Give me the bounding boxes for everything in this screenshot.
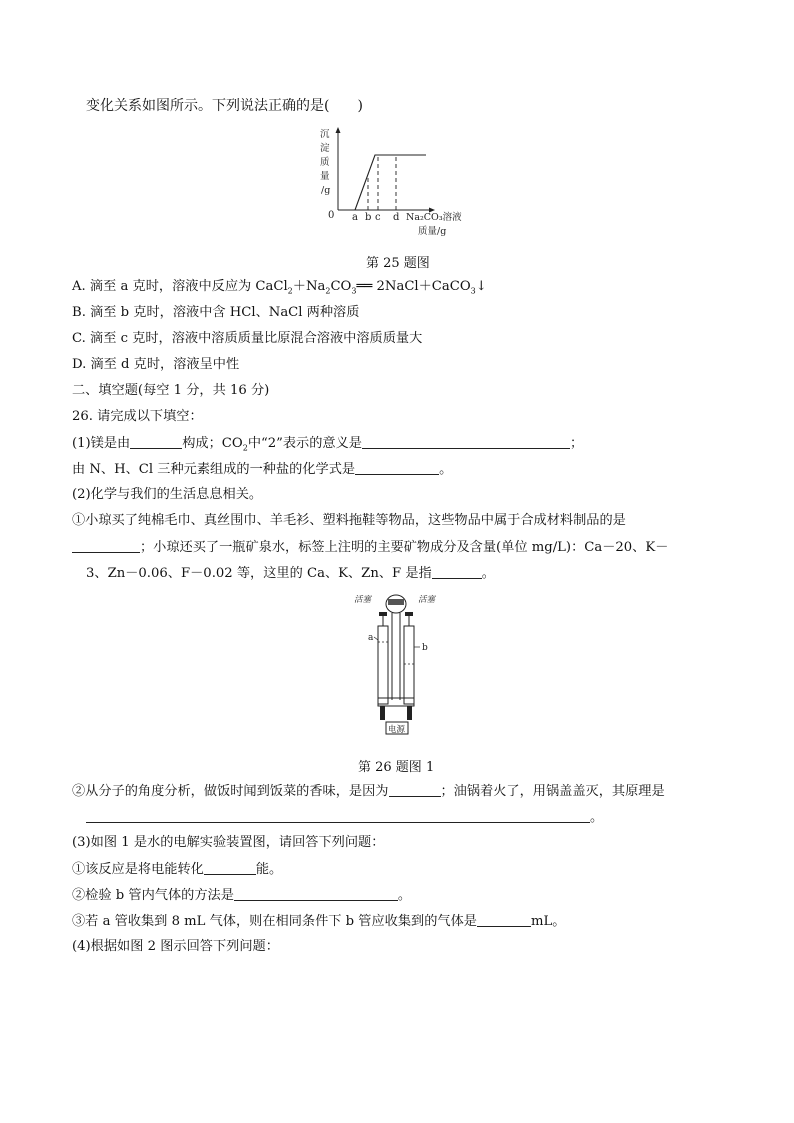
q26-part2-2-line2: 。 bbox=[86, 808, 603, 827]
q26-part3-1: ①该反应是将电能转化 能。 bbox=[72, 862, 283, 877]
q26-part3-3: ③若 a 管收集到 8 mL 气体，则在相同条件下 b 管应收集到的气体是 mL。 bbox=[72, 914, 566, 929]
q26-figure1-caption: 第 26 题图 1 bbox=[358, 760, 435, 775]
stopcock-a bbox=[379, 612, 387, 616]
y-label-char: 淀 bbox=[320, 143, 330, 154]
tube-a bbox=[378, 626, 388, 704]
q26-part3-title: (3)如图 1 是水的电解实验装置图，请回答下列问题： bbox=[72, 835, 385, 850]
x-label-line1: Na₂CO₃溶液 bbox=[406, 212, 462, 223]
y-label-char: 质 bbox=[320, 157, 330, 168]
origin-label: 0 bbox=[328, 210, 335, 221]
q26-part2-1-line1: ①小琼买了纯棉毛巾、真丝围巾、羊毛衫、塑料拖鞋等物品，这些物品中属于合成材料制品的是 bbox=[72, 513, 626, 528]
q26-part1-line2: 由 N、H、Cl 三种元素组成的一种盐的化学式是 。 bbox=[72, 462, 453, 477]
label-a: a bbox=[368, 633, 374, 643]
x-label-line2: 质量/g bbox=[418, 226, 447, 237]
q26-part4-title: (4)根据如图 2 图示回答下列问题： bbox=[72, 939, 279, 954]
tick-b: b bbox=[365, 212, 372, 223]
q26-part2-1-line3: 3、Zn－0.06、F－0.02 等，这里的 Ca、K、Zn、F 是指 。 bbox=[86, 566, 495, 581]
answer-blank[interactable] bbox=[355, 460, 439, 475]
label-stopcock-right: 活塞 bbox=[418, 595, 436, 605]
q25-precipitate-graph bbox=[312, 124, 496, 242]
electrode-a bbox=[380, 706, 385, 720]
precipitate-curve bbox=[355, 155, 426, 210]
q26-part2-1-line2: ；小琼还买了一瓶矿泉水，标签上注明的主要矿物成分及含量(单位 mg/L)：Ca－20、K－ bbox=[72, 538, 668, 557]
answer-blank[interactable] bbox=[72, 538, 140, 553]
q25-option-a: A. 滴至 a 克时，溶液中反应为 $CaCl_2+Na_2CO_3══$ 2NaCl＋CaCO$_3$↓ bbox=[72, 279, 487, 296]
connector bbox=[378, 698, 414, 706]
answer-blank[interactable] bbox=[204, 860, 256, 875]
tick-c: c bbox=[375, 212, 381, 223]
reservoir-liquid bbox=[388, 599, 404, 605]
y-axis-arrow bbox=[336, 127, 341, 133]
section-title: 二、填空题(每空 1 分，共 16 分) bbox=[72, 383, 270, 398]
q25-figure-caption: 第 25 题图 bbox=[366, 256, 430, 271]
tick-d: d bbox=[393, 212, 400, 223]
answer-blank[interactable] bbox=[234, 886, 398, 901]
answer-blank[interactable] bbox=[86, 808, 590, 823]
y-label-char: /g bbox=[321, 185, 331, 196]
q25-option-c: C. 滴至 c 克时，溶液中溶质质量比原混合溶液中溶质质量大 bbox=[72, 331, 423, 346]
q26-part3-2: ②检验 b 管内气体的方法是 。 bbox=[72, 888, 412, 903]
tube-b bbox=[404, 626, 414, 704]
q26-electrolysis-figure bbox=[350, 590, 450, 742]
electrode-b bbox=[407, 706, 412, 720]
y-label-char: 沉 bbox=[320, 129, 330, 140]
q25-option-b: B. 滴至 b 克时，溶液中含 HCl、NaCl 两种溶质 bbox=[72, 305, 360, 320]
q26-part2-2-line1: ②从分子的角度分析，做饭时闻到饭菜的香味，是因为 ；油锅着火了，用锅盖盖灭，其原理是 bbox=[72, 784, 665, 799]
answer-blank[interactable] bbox=[130, 434, 182, 449]
q25-stem: 变化关系如图所示。下列说法正确的是( ) bbox=[86, 98, 363, 114]
answer-blank[interactable] bbox=[432, 564, 482, 579]
q26-part2-title: (2)化学与我们的生活息息相关。 bbox=[72, 487, 263, 502]
label-stopcock-left: 活塞 bbox=[354, 595, 372, 605]
answer-blank[interactable] bbox=[389, 782, 441, 797]
answer-blank[interactable] bbox=[477, 912, 531, 927]
q25-option-d: D. 滴至 d 克时，溶液呈中性 bbox=[72, 357, 240, 372]
power-source-label: 电源 bbox=[388, 725, 406, 735]
label-b: b bbox=[422, 643, 428, 653]
y-label-char: 量 bbox=[320, 171, 330, 182]
q26-head: 26. 请完成以下填空： bbox=[72, 409, 203, 424]
q26-part1-line1: (1)镁是由 构成；$CO_2$中“2”表示的意义是 ； bbox=[72, 436, 584, 453]
stopcock-b bbox=[405, 612, 413, 616]
answer-blank[interactable] bbox=[362, 434, 570, 449]
tick-a: a bbox=[352, 212, 358, 223]
